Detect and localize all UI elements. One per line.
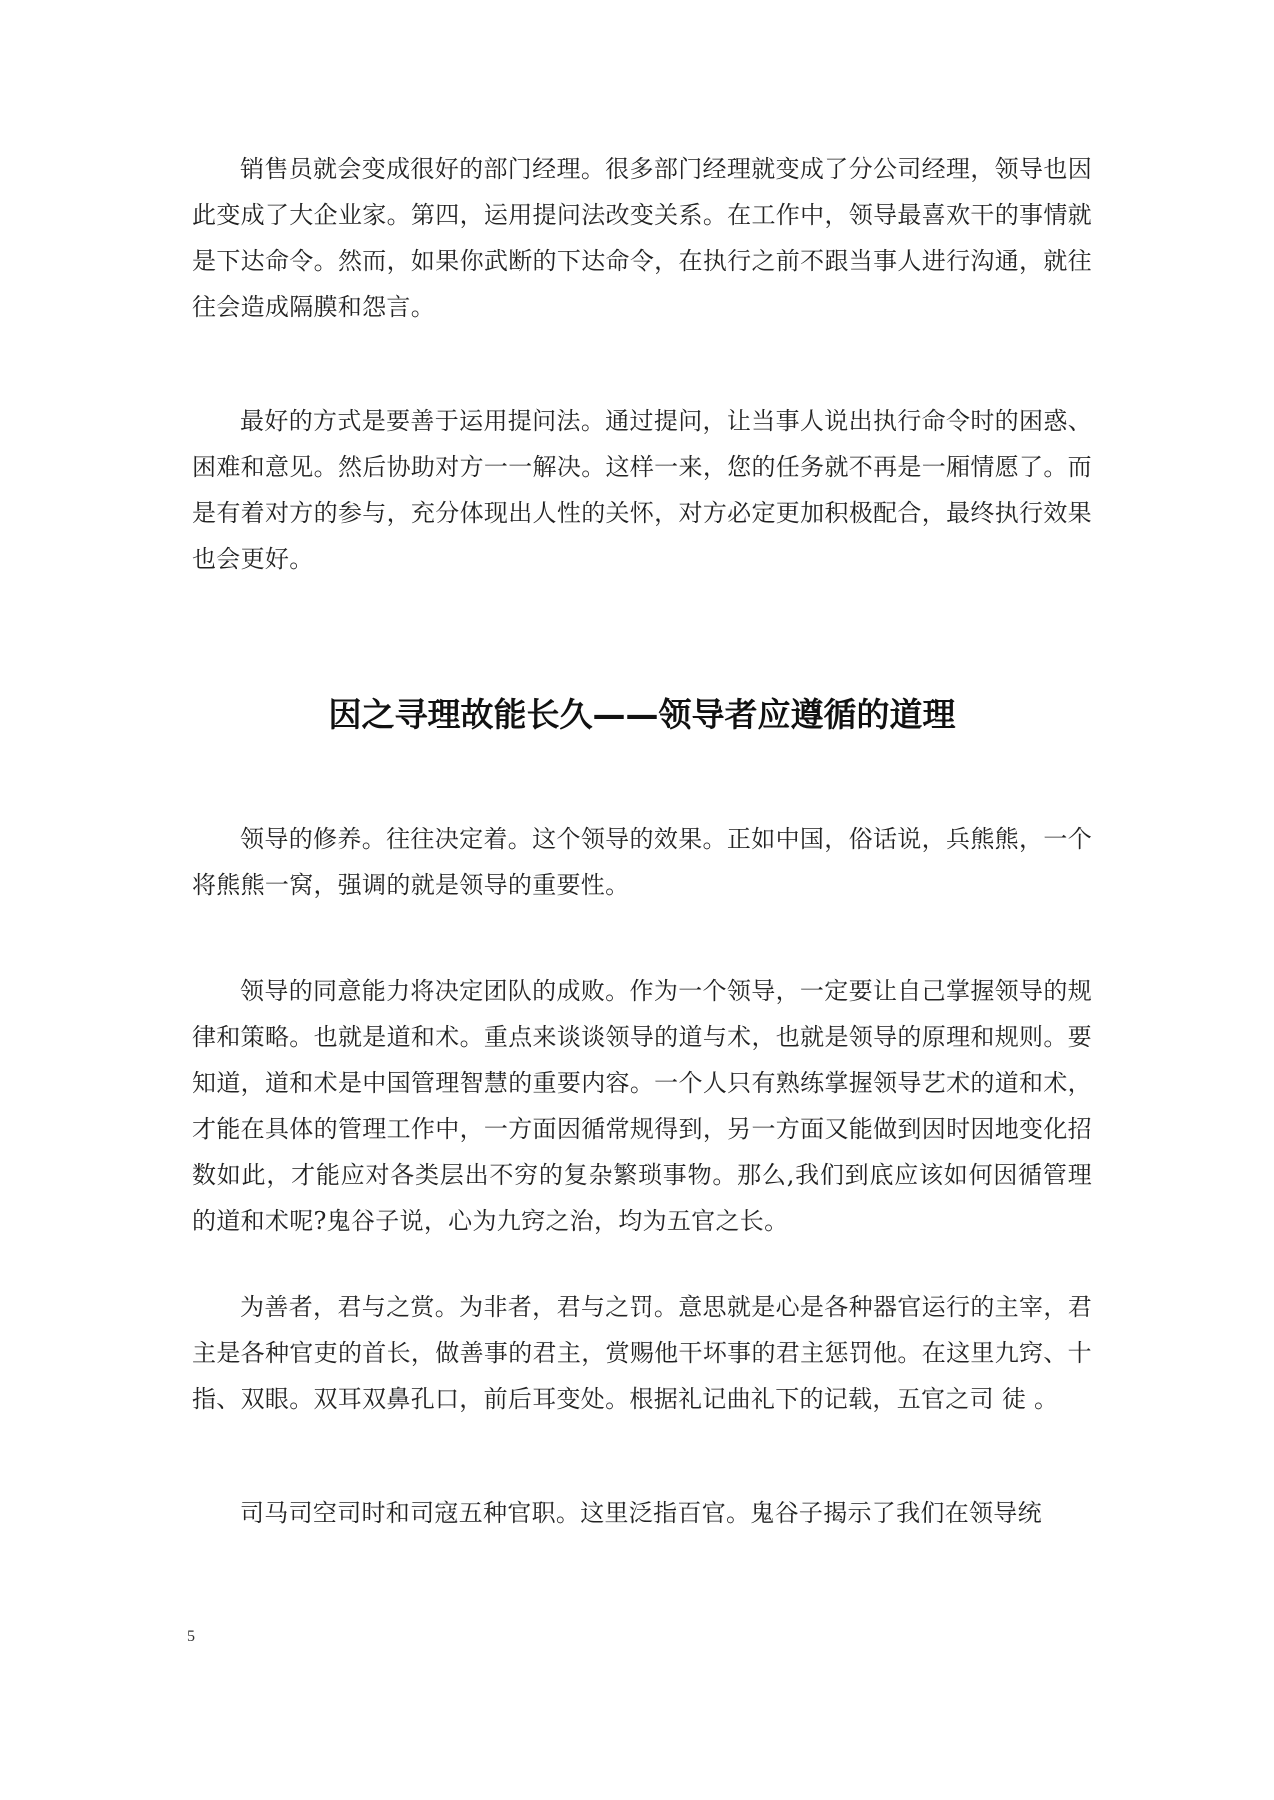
- body-paragraph: 为善者，君与之赏。为非者，君与之罚。意思就是心是各种器官运行的主宰，君主是各种官吏的首长，做善事的君主，赏赐他干坏事的君主惩罚他。在这里九窍、十指、双眼。双耳双鼻孔口，前后耳变处。根据礼记曲礼下的记载，五官之司 徒 。: [192, 1293, 1092, 1413]
- body-paragraph: 司马司空司时和司寇五种官职。这里泛指百官。鬼谷子揭示了我们在领导统: [240, 1499, 1042, 1527]
- page-number: 5: [187, 1628, 195, 1645]
- body-paragraph: 领导的同意能力将决定团队的成败。作为一个领导，一定要让自己掌握领导的规律和策略。也就是道和术。重点来谈谈领导的道与术，也就是领导的原理和规则。要知道，道和术是中国管理智慧的重要内容。一个人只有熟练掌握领导艺术的道和术，才能在具体的管理工作中，一方面因循常规得到，另一方面又能做到因时因地变化招数如此，才能应对各类层出不穷的复杂繁琐事物。那么,我们到底应该如何因循管理的道和术呢?鬼谷子说，心为九窍之治，均为五官之长。: [192, 977, 1092, 1235]
- body-paragraph: 领导的修养。往往决定着。这个领导的效果。正如中国，俗话说，兵熊熊，一个将熊熊一窝，强调的就是领导的重要性。: [192, 825, 1092, 899]
- body-paragraph: 销售员就会变成很好的部门经理。很多部门经理就变成了分公司经理，领导也因此变成了大企业家。第四，运用提问法改变关系。在工作中，领导最喜欢干的事情就是下达命令。然而，如果你武断的下达命令，在执行之前不跟当事人进行沟通，就往往会造成隔膜和怨言。: [192, 155, 1092, 321]
- section-heading: 因之寻理故能长久——领导者应遵循的道理: [328, 695, 956, 734]
- body-paragraph: 最好的方式是要善于运用提问法。通过提问，让当事人说出执行命令时的困惑、困难和意见。然后协助对方一一解决。这样一来，您的任务就不再是一厢情愿了。而是有着对方的参与，充分体现出人性的关怀，对方必定更加积极配合，最终执行效果也会更好。: [192, 407, 1092, 573]
